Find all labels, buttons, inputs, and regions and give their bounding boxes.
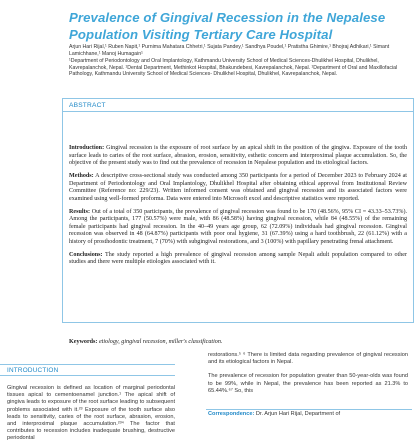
introduction-left-column: Gingival recession is defined as location of marginal periodontal tissues apical to cementoenamel junction.¹ The apical shift of gingiva leads to exposure of the root surface leading to subsequent problems associated with it.²³ Exposure of the tooth surface also leads to sensitivity, caries of the root surface, abrasion, erosion, and interproximal plaque accumulation.²³⁴ The factor that contributes to recession includes inadequate brushing, destructive periodontal xyxy=(7,385,175,442)
keywords-text: etiology, gingival recession, miller's classification. xyxy=(97,339,223,345)
conclusions-label: Conclusions: xyxy=(69,251,103,258)
methods-label: Methods: xyxy=(69,172,94,179)
keywords-label: Keywords: xyxy=(69,339,98,345)
affiliation-text: ¹Department of Periodontology and Oral Implantology, Kathmandu University School of Medical Sciences-Dhulikhel Hospital, Dhulikhel, Kavrepalanchok, Nepal. ¹Dental Department, Methinkot Hospital, Bhakundebesi, Kavrepalanchok, Nepal. ¹Department of Oral and Maxillofacial Pathology, Kathmandu University School of Medical Sciences- Dhulikhel Hospital, Dhulikhel, Kavrepalanchok, Nepal. xyxy=(69,58,398,78)
author-list: Arjun Hari Rijal,¹ Ruben Napit,¹ Purnima Mahatara Chhetri,¹ Sujata Pandey,¹ Sandhya Poudel,¹ Pratistha Ghimire,¹ Bhojraj Adhikari,¹ Simant Lamichhane,¹ Manoj Humagain¹ xyxy=(69,44,390,57)
abstract-methods xyxy=(69,173,407,203)
right-paragraph-1: restorations.⁵ ⁶ There is limited data regarding prevalence of gingival recession and its etiological factors in Nepal. xyxy=(208,352,408,366)
right-paragraph-2: The prevalence of recession for population greater than 50-year-olds was found to be 99%, while in Nepal, the prevalence has been reported as 21.3% to 65.44%.⁶⁷ So, this xyxy=(208,373,408,394)
abstract-results xyxy=(69,209,407,247)
introduction-text: Gingival recession is the exposure of root surface by an apical shift in the position of the gingiva. Exposure of the tooth surface leads to caries of the root surface, abrasion, erosion, sensitivity, esthetic concern and interproximal plaque accumulation. So, the objective of the present study was to find out the prevalence of recession in Nepalese population and its etiological factors. xyxy=(69,145,407,167)
introduction-right-column xyxy=(208,352,408,402)
abstract-introduction xyxy=(69,145,407,168)
conclusions-text: The study reported a high prevalence of gingival recession among sample Nepali adult population compared to other studies and there were multiple etiologies associated with it. xyxy=(69,251,407,266)
correspondence-box xyxy=(206,409,412,423)
correspondence-text: Dr. Arjun Hari Rijal, Department of xyxy=(254,411,341,417)
abstract-heading: ABSTRACT xyxy=(63,99,413,112)
results-label: Results: xyxy=(69,208,90,215)
results-text: Out of a total of 350 participants, the prevalence of gingival recession was found to be 170 (48.56%, 95% CI = 43.33–53.73%). Among the participants, 177 (50.57%) were male, with 86 (48.58%) having gingival recession, while 84 (48.55%) of the remaining female participants had gingival recession. In the 40–49 years age group, 62 (72.09%) individuals had gingival recession. Gingival recession was observed in 48 (64.87%) participants with poor oral hygiene, 31 (67.39%) using a hard toothbrush, 22 (61.12%) with a history of prosthodontic treatment, 7 (70%) with subgingival restorations, and 3 (100%) with papillary penetrating frenal attachment. xyxy=(69,208,407,245)
abstract-conclusions xyxy=(69,252,407,267)
introduction-label: Introduction: xyxy=(69,145,105,151)
correspondence-label: Correspondence: xyxy=(208,411,255,417)
abstract-body xyxy=(69,145,407,272)
methods-text: A descriptive cross-sectional study was conducted among 350 participants for a period of December 2023 to February 2024 at Department of Periodontology and Oral Implantology, Dhulikhel Hospital after obtaining ethical approval from Institutional Review Committee (Reference no: 229/23). Written informed consent was obtained and gingival recession and its associated factors were examined using well-formed proforma. Data were entered into Microsoft excel and descriptive statistics were reported. xyxy=(69,172,407,202)
keywords-line xyxy=(69,339,414,347)
introduction-heading: INTRODUCTION xyxy=(0,364,175,376)
page-title: Prevalence of Gingival Recession in the Nepalese Population Visiting Tertiary Care Hospital xyxy=(69,10,386,42)
